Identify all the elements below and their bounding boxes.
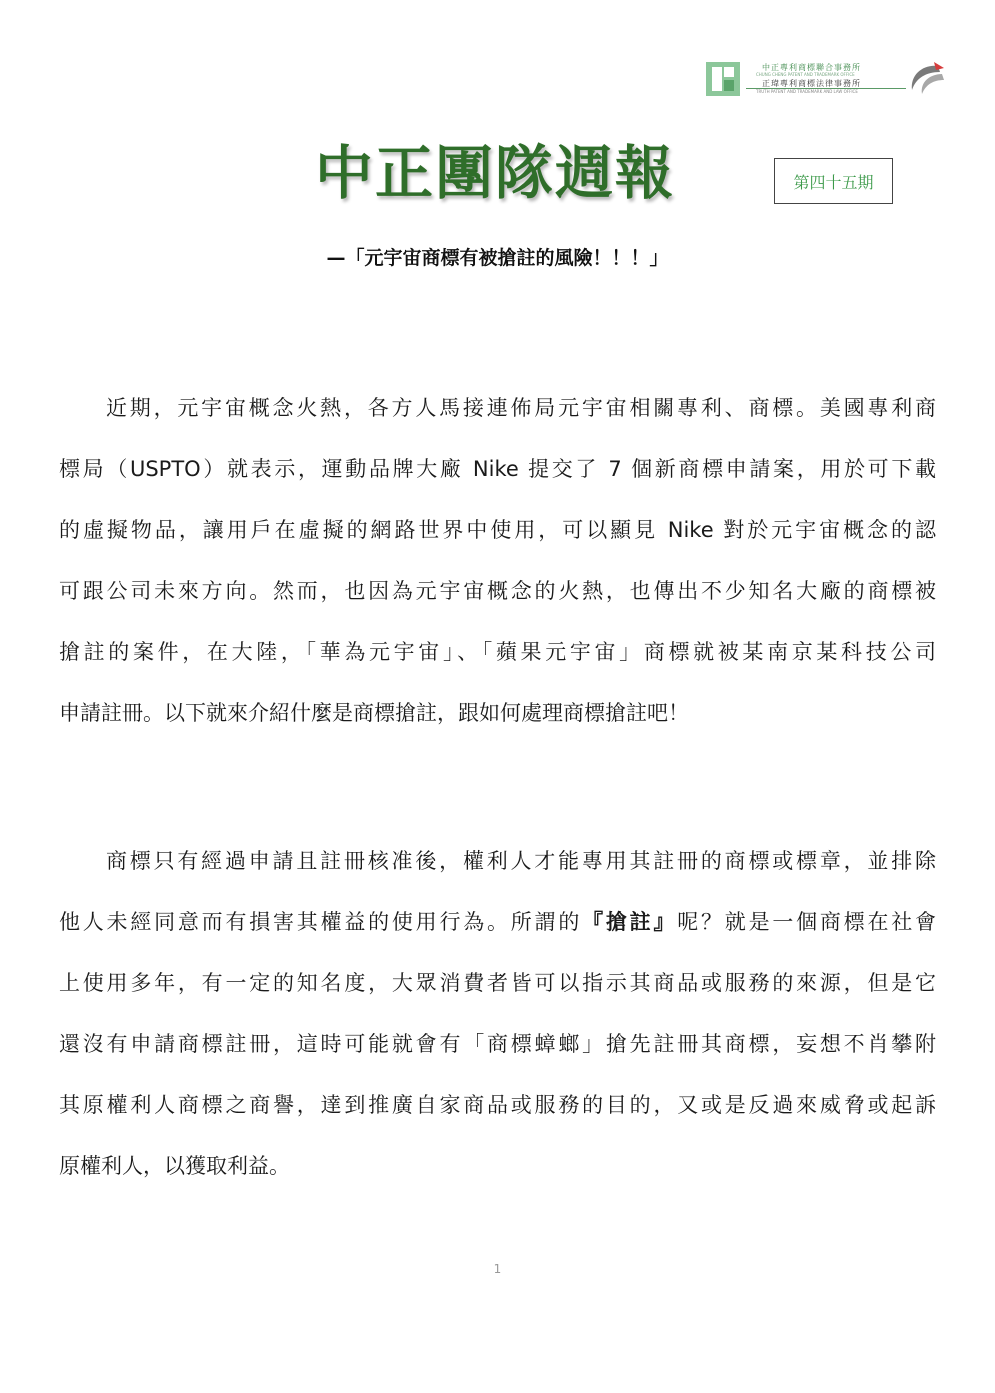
text-run: 呢？就是一個商標在社會 xyxy=(677,910,937,934)
paragraph-line xyxy=(59,892,936,953)
paragraph-line: 近期，元宇宙概念火熱，各方人馬接連佈局元宇宙相關專利、商標。美國專利商 xyxy=(106,396,936,420)
firm-logo xyxy=(706,60,942,100)
paragraph-line: 可跟公司未來方向。然而，也因為元宇宙概念的火熱，也傳出不少知名大廠的商標被 xyxy=(59,579,936,603)
paragraph-line: 還沒有申請商標註冊，這時可能就會有「商標蟑螂」搶先註冊其商標，妄想不肖攀附 xyxy=(59,1032,936,1056)
paragraph-line: 的虛擬物品，讓用戶在虛擬的網路世界中使用，可以顯見 Nike 對於元宇宙概念的認 xyxy=(59,518,936,542)
paragraph-2 xyxy=(59,831,936,1197)
logo-law-office-name-en: TRUTH PATENT AND TRADEMARK AND LAW OFFICE xyxy=(756,89,858,94)
logo-firm-name-en: CHUNG CHENG PATENT AND TRADEMARK OFFICE xyxy=(756,72,855,77)
paragraph-line: 申請註冊。以下就來介紹什麼是商標搶註，跟如何處理商標搶註吧！ xyxy=(59,701,689,725)
article-subtitle: —「元宇宙商標有被搶註的風險！！！」 xyxy=(326,247,669,269)
text-run: 他人未經同意而有損害其權益的使用行為。所謂的 xyxy=(59,910,583,934)
paragraph-line: 搶註的案件，在大陸，「華為元宇宙」、「蘋果元宇宙」商標就被某南京某科技公司 xyxy=(59,640,936,664)
issue-number: 第四十五期 xyxy=(793,172,874,192)
page-number: 1 xyxy=(493,1262,502,1276)
emphasis-term: 『搶註』 xyxy=(582,910,678,934)
newsletter-title: 中正團隊週報 xyxy=(314,139,675,207)
logo-emblem-icon xyxy=(706,62,740,96)
paragraph-line: 上使用多年，有一定的知名度，大眾消費者皆可以指示其商品或服務的來源，但是它 xyxy=(59,971,936,995)
paragraph-1 xyxy=(59,378,936,744)
logo-law-office-name: 正瑋專利商標法律事務所 xyxy=(762,79,861,88)
logo-firm-name: 中正專利商標聯合事務所 xyxy=(762,63,861,72)
paragraph-line: 商標只有經過申請且註冊核准後，權利人才能專用其註冊的商標或標章，並排除 xyxy=(106,849,936,873)
logo-swoosh-icon xyxy=(904,60,944,98)
issue-number-box xyxy=(774,158,893,204)
paragraph-line: 原權利人，以獲取利益。 xyxy=(59,1154,290,1178)
paragraph-line: 標局（USPTO）就表示，運動品牌大廠 Nike 提交了 7 個新商標申請案，用於可下載 xyxy=(59,457,936,481)
paragraph-line: 其原權利人商標之商譽，達到推廣自家商品或服務的目的，又或是反過來威脅或起訴 xyxy=(59,1093,936,1117)
